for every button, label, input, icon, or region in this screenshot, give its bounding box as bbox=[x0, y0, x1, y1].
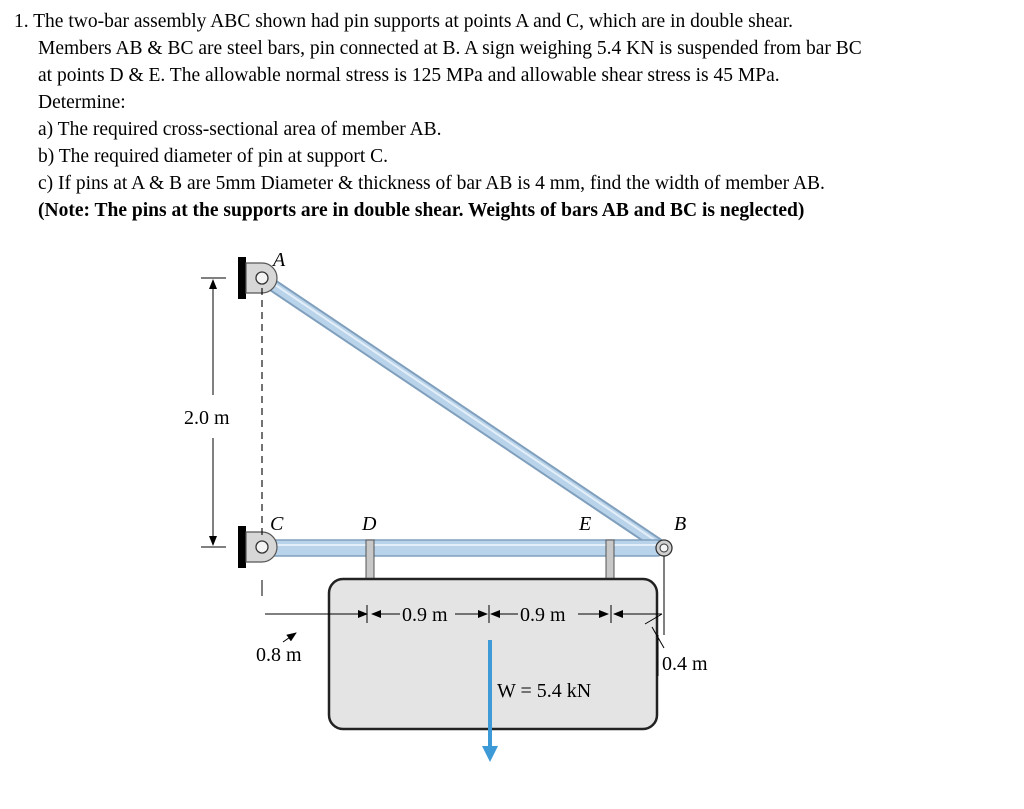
question-c: c) If pins at A & B are 5mm Diameter & thickness of bar AB is 4 mm, find the width of member AB. bbox=[38, 173, 825, 194]
dimension-cd-label: 0.8 m bbox=[256, 644, 302, 666]
assembly-diagram bbox=[0, 240, 1024, 804]
sign-panel bbox=[329, 579, 657, 729]
problem-line-3: at points D & E. The allowable normal stress is 125 MPa and allowable shear stress is 45 MPa. bbox=[38, 65, 780, 86]
label-e: E bbox=[579, 513, 592, 535]
dimension-overhang-label: 0.4 m bbox=[662, 653, 708, 675]
bar-bc bbox=[252, 540, 664, 556]
pin-c bbox=[246, 532, 277, 562]
question-b: b) The required diameter of pin at support C. bbox=[38, 146, 389, 167]
bar-ab bbox=[262, 276, 665, 549]
label-d: D bbox=[362, 513, 377, 535]
dimension-eb-label: 0.9 m bbox=[520, 604, 566, 626]
pin-b bbox=[656, 540, 672, 556]
label-c: C bbox=[270, 513, 284, 535]
wall-support-a bbox=[238, 257, 246, 299]
problem-line-2: Members AB & BC are steel bars, pin connected at B. A sign weighing 5.4 KN is suspended from bar BC bbox=[38, 38, 862, 59]
problem-line-4: Determine: bbox=[38, 92, 126, 113]
problem-note: (Note: The pins at the supports are in double shear. Weights of bars AB and BC is neglected) bbox=[38, 200, 805, 221]
problem-statement bbox=[14, 8, 1019, 224]
wall-support-c bbox=[238, 526, 246, 568]
weight-label: W = 5.4 kN bbox=[497, 680, 592, 702]
dimension-de-label: 0.9 m bbox=[402, 604, 448, 626]
question-a: a) The required cross-sectional area of member AB. bbox=[38, 119, 442, 140]
label-a: A bbox=[273, 249, 286, 271]
label-b: B bbox=[674, 513, 687, 535]
assembly-figure bbox=[0, 240, 1024, 804]
problem-line-1: 1. The two-bar assembly ABC shown had pin supports at points A and C, which are in double shear. bbox=[14, 11, 794, 32]
dimension-height-label: 2.0 m bbox=[184, 407, 230, 429]
